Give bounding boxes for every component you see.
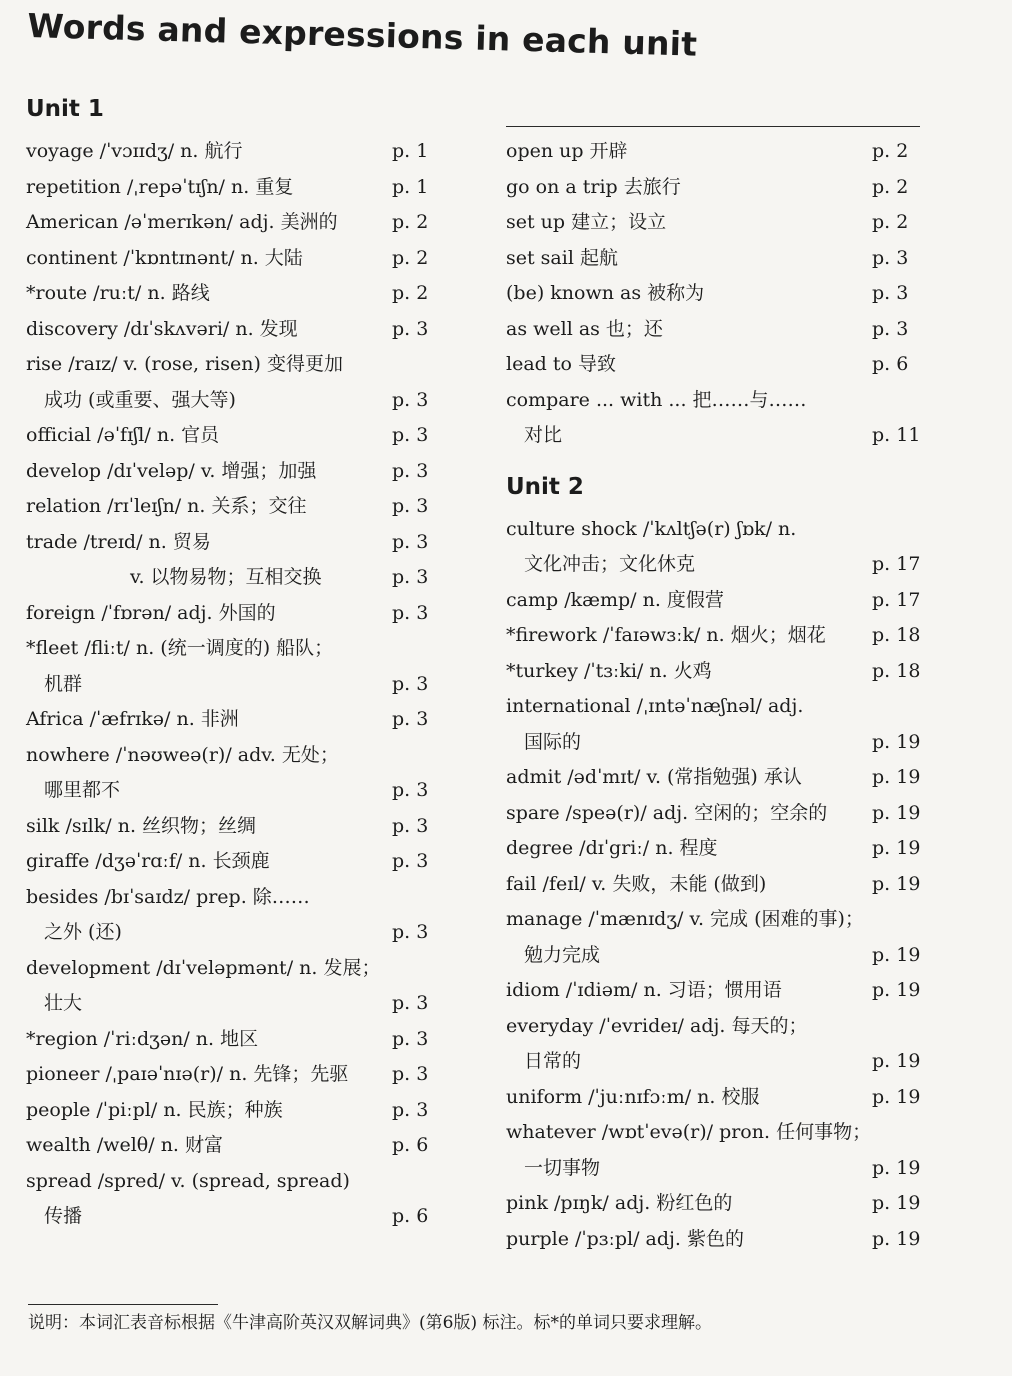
entry-text: *fleet /fliːt/ n. (统一调度的) 船队； [26, 637, 334, 659]
page-reference: p. 18 [872, 624, 921, 646]
vocab-entry [26, 420, 446, 450]
entry-text: international /ˌɪntəˈnæʃnəl/ adj. [506, 695, 804, 717]
page-reference: p. 6 [392, 1205, 429, 1227]
page-reference: p. 17 [872, 588, 921, 611]
entry-text: foreign /ˈfɒrən/ adj. 外国的 [26, 601, 276, 624]
vocab-entry [506, 172, 926, 202]
vocab-entry [26, 882, 446, 912]
page-reference: p. 3 [392, 1027, 429, 1050]
entry-text: v. 以物易物；互相交换 [130, 566, 322, 588]
entry-text: manage /ˈmænɪdʒ/ v. 完成 (困难的事)； [506, 908, 864, 930]
page-reference: p. 3 [392, 317, 429, 340]
page-reference: p. 3 [392, 530, 429, 553]
page-reference: p. 19 [872, 1085, 921, 1108]
page-reference: p. 6 [872, 353, 909, 375]
page-reference: p. 19 [872, 766, 921, 788]
page-reference: p. 1 [392, 175, 429, 198]
page-reference: p. 19 [872, 979, 921, 1001]
vocab-entry [26, 243, 446, 273]
page-reference: p. 11 [872, 424, 921, 446]
entry-text: American /əˈmerɪkən/ adj. 美洲的 [26, 211, 338, 233]
page-reference: p. 3 [872, 317, 909, 340]
entry-text: pioneer /ˌpaɪəˈnɪə(r)/ n. 先锋；先驱 [26, 1063, 349, 1085]
entry-text: go on a trip 去旅行 [506, 175, 681, 198]
entry-text: set sail 起航 [506, 246, 618, 269]
vocab-entry [506, 136, 926, 166]
vocab-entry [26, 740, 446, 770]
vocab-entry [26, 1130, 446, 1160]
entry-text: open up 开辟 [506, 140, 628, 162]
vocab-entry [26, 988, 446, 1018]
page-reference: p. 17 [872, 553, 921, 575]
entry-text: silk /sɪlk/ n. 丝织物；丝绸 [26, 814, 257, 837]
entry-text: as well as 也；还 [506, 317, 663, 340]
page-reference: p. 2 [872, 211, 909, 233]
page-reference: p. 3 [392, 424, 429, 446]
entry-text: spread /spred/ v. (spread, spread) [26, 1169, 350, 1192]
unit-heading: Unit 2 [506, 473, 584, 500]
top-divider [506, 126, 920, 127]
page-reference: p. 3 [872, 282, 909, 304]
vocab-entry [26, 598, 446, 628]
vocab-entry [506, 975, 926, 1005]
vocab-entry [506, 762, 926, 792]
page-reference: p. 19 [872, 801, 921, 824]
page-reference: p. 19 [872, 1192, 921, 1214]
page-reference: p. 3 [392, 814, 429, 837]
entry-text: 之外 (还) [44, 921, 122, 943]
entry-text: 机群 [44, 672, 83, 695]
vocab-entry [506, 1011, 926, 1041]
vocab-entry [506, 278, 926, 308]
vocab-entry [26, 1024, 446, 1054]
entry-text: *route /ruːt/ n. 路线 [26, 282, 210, 304]
entry-text: fail /feɪl/ v. 失败，未能 (做到) [506, 872, 767, 895]
page-reference: p. 2 [392, 282, 429, 304]
vocab-entry [26, 527, 446, 557]
vocab-entry [506, 940, 926, 970]
entry-text: besides /bɪˈsaɪdz/ prep. 除…… [26, 885, 310, 908]
page-reference: p. 3 [872, 246, 909, 269]
page-title: Words and expressions in each unit [26, 6, 698, 64]
vocab-entry [26, 136, 446, 166]
vocab-entry [506, 1153, 926, 1183]
entry-text: development /dɪˈveləpmənt/ n. 发展； [26, 956, 381, 979]
entry-text: *firework /ˈfaɪəwɜːk/ n. 烟火；烟花 [506, 624, 826, 646]
vocab-entry [506, 549, 926, 579]
vocab-entry [506, 869, 926, 899]
vocab-entry [26, 917, 446, 947]
vocab-entry [26, 172, 446, 202]
page-reference: p. 3 [392, 850, 429, 872]
entry-text: lead to 导致 [506, 353, 616, 375]
page-reference: p. 3 [392, 992, 429, 1014]
unit-heading: Unit 1 [26, 96, 104, 122]
vocab-entry [506, 1046, 926, 1076]
entry-text: 成功 (或重要、强大等) [44, 388, 236, 411]
vocab-entry [506, 656, 926, 686]
entry-text: people /ˈpiːpl/ n. 民族；种族 [26, 1098, 283, 1121]
entry-text: 日常的 [524, 1050, 582, 1072]
entry-text: *turkey /ˈtɜːki/ n. 火鸡 [506, 659, 712, 682]
vocab-entry [506, 207, 926, 237]
page-reference: p. 3 [392, 672, 429, 695]
vocab-entry [506, 314, 926, 344]
vocab-entry [506, 420, 926, 450]
page-reference: p. 3 [392, 921, 429, 943]
vocab-entry [26, 1166, 446, 1196]
vocab-entry [506, 1188, 926, 1218]
entry-text: official /əˈfɪʃl/ n. 官员 [26, 424, 220, 446]
vocab-entry [26, 811, 446, 841]
entry-text: nowhere /ˈnəʊweə(r)/ adv. 无处； [26, 743, 339, 766]
entry-text: pink /pɪŋk/ adj. 粉红色的 [506, 1192, 733, 1214]
entry-text: camp /kæmp/ n. 度假营 [506, 588, 724, 611]
entry-text: 壮大 [44, 992, 83, 1014]
page-reference: p. 19 [872, 730, 921, 753]
vocab-entry [506, 1117, 926, 1147]
page-reference: p. 3 [392, 1063, 429, 1085]
vocab-entry [26, 633, 446, 663]
entry-text: admit /ədˈmɪt/ v. (常指勉强) 承认 [506, 766, 802, 788]
vocab-entry [26, 1095, 446, 1125]
vocab-entry [26, 385, 446, 415]
page-reference: p. 1 [392, 140, 429, 162]
page-reference: p. 3 [392, 1098, 429, 1121]
entry-text: idiom /ˈɪdiəm/ n. 习语；惯用语 [506, 979, 782, 1001]
vocab-entry [506, 727, 926, 757]
vocab-entry [506, 585, 926, 615]
vocab-entry [506, 904, 926, 934]
entry-text: 哪里都不 [44, 779, 121, 801]
entry-text: continent /ˈkɒntɪnənt/ n. 大陆 [26, 246, 303, 269]
vocab-entry [26, 953, 446, 983]
entry-text: Africa /ˈæfrɪkə/ n. 非洲 [26, 708, 239, 730]
page-reference: p. 19 [872, 1156, 921, 1179]
vocab-entry [26, 1059, 446, 1089]
vocab-entry [506, 798, 926, 828]
entry-text: whatever /wɒtˈevə(r)/ pron. 任何事物； [506, 1121, 872, 1143]
page-reference: p. 2 [872, 175, 909, 198]
page-reference: p. 3 [392, 708, 429, 730]
vocab-entry [26, 669, 446, 699]
page-reference: p. 3 [392, 388, 429, 411]
page-reference: p. 19 [872, 872, 921, 895]
vocab-entry [506, 1224, 926, 1254]
entry-text: repetition /ˌrepəˈtɪʃn/ n. 重复 [26, 175, 294, 198]
vocab-entry [506, 243, 926, 273]
vocab-entry [26, 456, 446, 486]
entry-text: degree /dɪˈgriː/ n. 程度 [506, 837, 718, 859]
entry-text: discovery /dɪˈskʌvəri/ n. 发现 [26, 317, 298, 340]
entry-text: voyage /ˈvɔɪɪdʒ/ n. 航行 [26, 140, 243, 162]
entry-text: rise /raɪz/ v. (rose, risen) 变得更加 [26, 353, 343, 375]
entry-text: 对比 [524, 424, 563, 446]
page-reference: p. 6 [392, 1134, 429, 1156]
vocab-entry [506, 1082, 926, 1112]
entry-text: giraffe /dʒəˈrɑːf/ n. 长颈鹿 [26, 850, 270, 872]
page-reference: p. 3 [392, 779, 429, 801]
entry-text: trade /treɪd/ n. 贸易 [26, 530, 211, 553]
page-reference: p. 3 [392, 566, 429, 588]
page-reference: p. 3 [392, 459, 429, 482]
entry-text: (be) known as 被称为 [506, 282, 705, 304]
vocab-entry [506, 349, 926, 379]
vocab-entry [26, 314, 446, 344]
entry-text: 国际的 [524, 730, 582, 753]
entry-text: relation /rɪˈleɪʃn/ n. 关系；交往 [26, 495, 307, 517]
page-reference: p. 3 [392, 495, 429, 517]
page-reference: p. 3 [392, 601, 429, 624]
vocab-entry [26, 207, 446, 237]
vocab-entry [26, 846, 446, 876]
entry-text: develop /dɪˈveləp/ v. 增强；加强 [26, 459, 317, 482]
page-reference: p. 2 [392, 246, 429, 269]
vocab-entry [506, 833, 926, 863]
entry-text: 文化冲击；文化休克 [524, 553, 696, 575]
vocab-entry [26, 491, 446, 521]
footnote-divider [28, 1304, 218, 1305]
page-reference: p. 19 [872, 1227, 921, 1250]
entry-text: purple /ˈpɜːpl/ adj. 紫色的 [506, 1227, 745, 1250]
vocab-entry [506, 620, 926, 650]
vocab-entry [26, 775, 446, 805]
entry-text: 传播 [44, 1205, 83, 1227]
vocab-entry [506, 514, 926, 544]
page-reference: p. 2 [872, 140, 909, 162]
entry-text: set up 建立；设立 [506, 211, 667, 233]
page-reference: p. 19 [872, 837, 921, 859]
entry-text: spare /speə(r)/ adj. 空闲的；空余的 [506, 801, 828, 824]
entry-text: uniform /ˈjuːnɪfɔːm/ n. 校服 [506, 1085, 760, 1108]
page-reference: p. 2 [392, 211, 429, 233]
vocab-entry [26, 278, 446, 308]
entry-text: 勉力完成 [524, 943, 601, 966]
vocab-entry [26, 704, 446, 734]
vocab-entry [26, 562, 446, 592]
page-reference: p. 18 [872, 659, 921, 682]
footnote: 说明：本词汇表音标根据《牛津高阶英汉双解词典》(第6版) 标注。标*的单词只要求理解。 [28, 1313, 712, 1333]
entry-text: 一切事物 [524, 1156, 601, 1179]
page-reference: p. 19 [872, 943, 921, 966]
entry-text: compare ... with ... 把……与…… [506, 388, 807, 411]
entry-text: wealth /welθ/ n. 财富 [26, 1134, 224, 1156]
vocab-entry [26, 349, 446, 379]
vocab-entry [506, 691, 926, 721]
vocab-entry [506, 385, 926, 415]
entry-text: everyday /ˈevrideɪ/ adj. 每天的； [506, 1014, 808, 1037]
entry-text: *region /ˈriːdʒən/ n. 地区 [26, 1027, 259, 1050]
page-reference: p. 19 [872, 1050, 921, 1072]
vocab-entry [26, 1201, 446, 1231]
entry-text: culture shock /ˈkʌltʃə(r) ʃɒk/ n. [506, 517, 797, 540]
